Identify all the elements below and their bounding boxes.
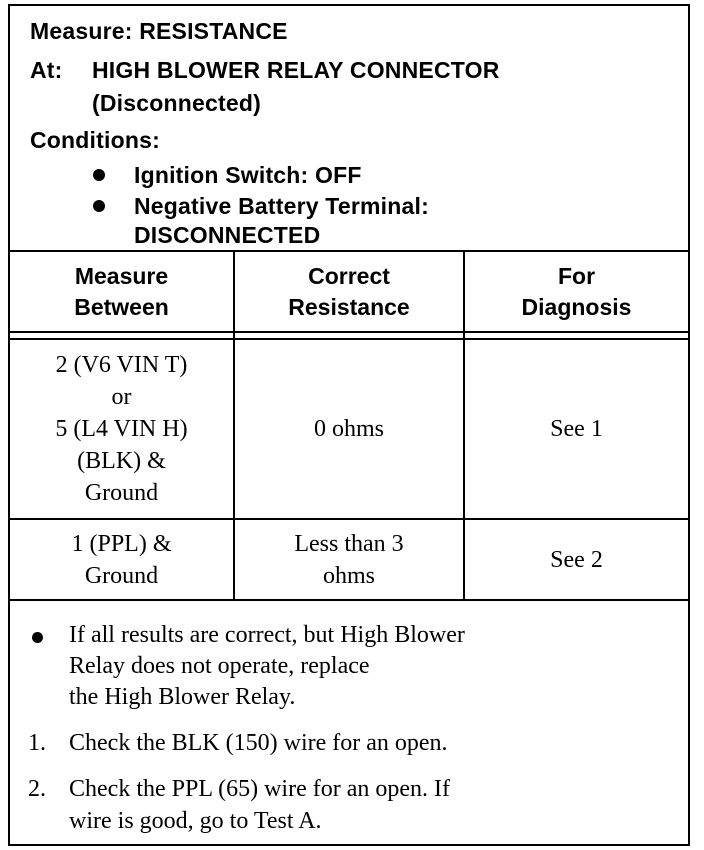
- condition-battery-line2: DISCONNECTED: [134, 222, 321, 248]
- conditions-label: Conditions:: [30, 127, 160, 153]
- cell-line: (BLK) &: [77, 448, 166, 474]
- row2-correct-resistance: [235, 520, 463, 599]
- measure-value: RESISTANCE: [139, 18, 288, 44]
- condition-ignition: Ignition Switch: OFF: [134, 162, 362, 188]
- divider: [10, 599, 688, 601]
- header-line: For: [557, 262, 596, 289]
- row1-diagnosis: [465, 340, 688, 518]
- cell-line: 1 (PPL) &: [71, 530, 172, 557]
- cell-line: 5 (L4 VIN H): [55, 416, 188, 442]
- measure-line: [30, 18, 288, 45]
- row1-measure-between: [10, 340, 233, 518]
- bullet-icon: [93, 169, 105, 181]
- cell-line: See 2: [550, 546, 603, 573]
- cell-line: Ground: [84, 480, 159, 506]
- chart-header: [10, 6, 688, 252]
- note-bullet-line1: If all results are correct, but High Blower: [69, 622, 465, 648]
- header-line: Measure: [74, 262, 169, 289]
- cell-line: 2 (V6 VIN T): [55, 352, 188, 378]
- at-value-line2: (Disconnected): [92, 90, 261, 116]
- at-value-line1: HIGH BLOWER RELAY CONNECTOR: [92, 57, 500, 83]
- header-line: Correct: [308, 262, 390, 289]
- note-2-line2: wire is good, go to Test A.: [69, 808, 322, 834]
- cell-line: See 1: [550, 416, 603, 442]
- divider: [10, 331, 688, 333]
- row2-diagnosis: [465, 520, 688, 599]
- note-bullet-line3: the High Blower Relay.: [69, 684, 296, 710]
- cell-line: ohms: [322, 562, 375, 589]
- row1-correct-resistance: [235, 340, 463, 518]
- bullet-icon: [32, 632, 43, 643]
- bullet-icon: [93, 200, 105, 212]
- note-2-line1: Check the PPL (65) wire for an open. If: [69, 776, 450, 802]
- cell-line: or: [111, 384, 132, 410]
- header-line: Between: [74, 293, 169, 320]
- condition-battery-line1: Negative Battery Terminal:: [134, 193, 429, 219]
- note-1-number: 1.: [28, 730, 46, 756]
- header-line: Resistance: [288, 293, 410, 320]
- column-header-for-diagnosis: [465, 252, 688, 331]
- header-line: Diagnosis: [521, 293, 632, 320]
- cell-line: Less than 3: [294, 530, 404, 557]
- column-header-measure-between: [10, 252, 233, 331]
- note-2-number: 2.: [28, 776, 46, 802]
- at-label: At:: [30, 57, 63, 83]
- cell-line: 0 ohms: [313, 416, 384, 442]
- measure-label: Measure:: [30, 18, 133, 44]
- note-1-line1: Check the BLK (150) wire for an open.: [69, 730, 448, 756]
- row2-measure-between: [10, 520, 233, 599]
- column-header-correct-resistance: [235, 252, 463, 331]
- diagnostic-chart: [8, 4, 690, 846]
- cell-line: Ground: [84, 562, 159, 589]
- note-bullet-line2: Relay does not operate, replace: [69, 653, 370, 679]
